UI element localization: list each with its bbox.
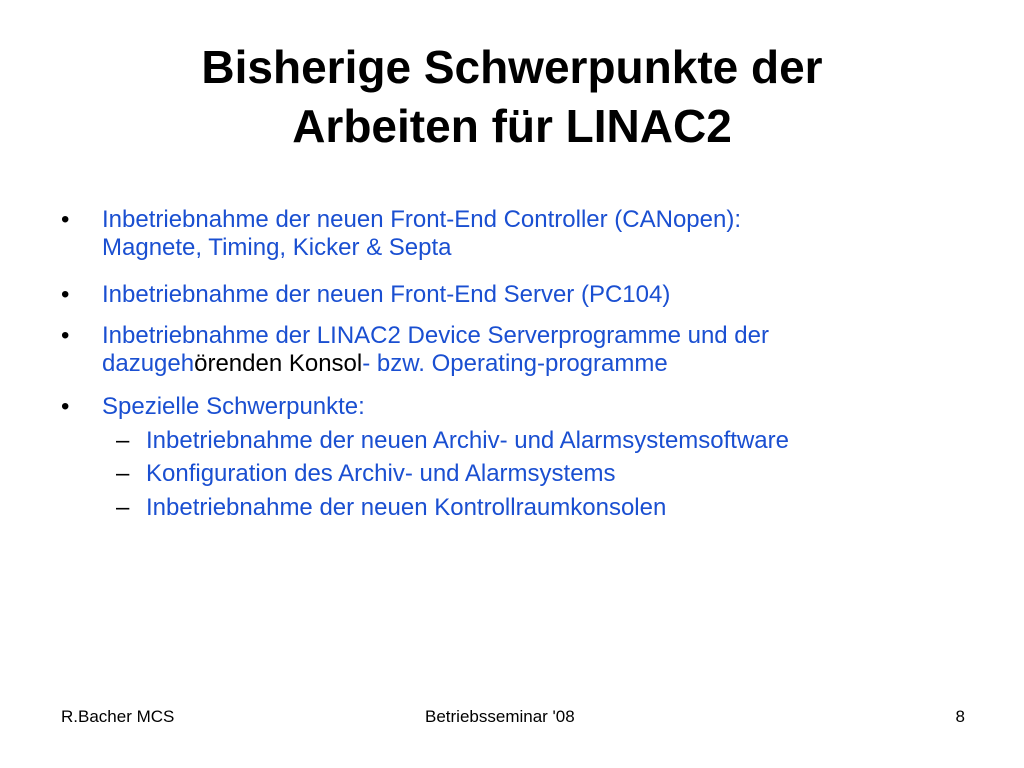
text-line [102,350,769,378]
footer-event: Betriebsseminar '08 [425,707,575,726]
title-line-2: Arbeiten für LINAC2 [292,100,732,152]
list-item-text [102,206,741,262]
dash-marker: – [116,460,130,487]
text-line: Magnete, Timing, Kicker & Septa [102,234,452,261]
bullet-marker: • [61,206,70,233]
text-line: Spezielle Schwerpunkte: [102,393,365,420]
text-line: Inbetriebnahme der LINAC2 Device Serverprogramme und der [102,322,769,349]
bullet-marker: • [61,322,70,349]
list-item-text [102,393,365,421]
text-line: Inbetriebnahme der neuen Front-End Server (PC104) [102,281,671,308]
dash-marker: – [116,494,130,521]
sub-list-item-text: Konfiguration des Archiv- und Alarmsystems [146,460,616,487]
list-item-text [102,322,769,378]
sub-list-item-text: Inbetriebnahme der neuen Archiv- und Alarmsystemsoftware [146,427,789,454]
page-number: 8 [955,707,965,726]
text-segment: dazugeh [102,350,195,377]
text-line: Inbetriebnahme der neuen Front-End Controller (CANopen): [102,206,742,233]
text-segment: ö [194,350,208,377]
footer-author: R.Bacher MCS [61,707,175,726]
bullet-marker: • [61,393,70,420]
text-segment: - bzw. Operating-programme [362,350,668,377]
title-line-1: Bisherige Schwerpunkte der [201,41,823,93]
text-segment: renden Konsol [207,350,363,377]
list-item-text [102,281,670,309]
sub-list-item-text: Inbetriebnahme der neuen Kontrollraumkonsolen [146,494,667,521]
dash-marker: – [116,427,130,454]
bullet-marker: • [61,281,70,308]
